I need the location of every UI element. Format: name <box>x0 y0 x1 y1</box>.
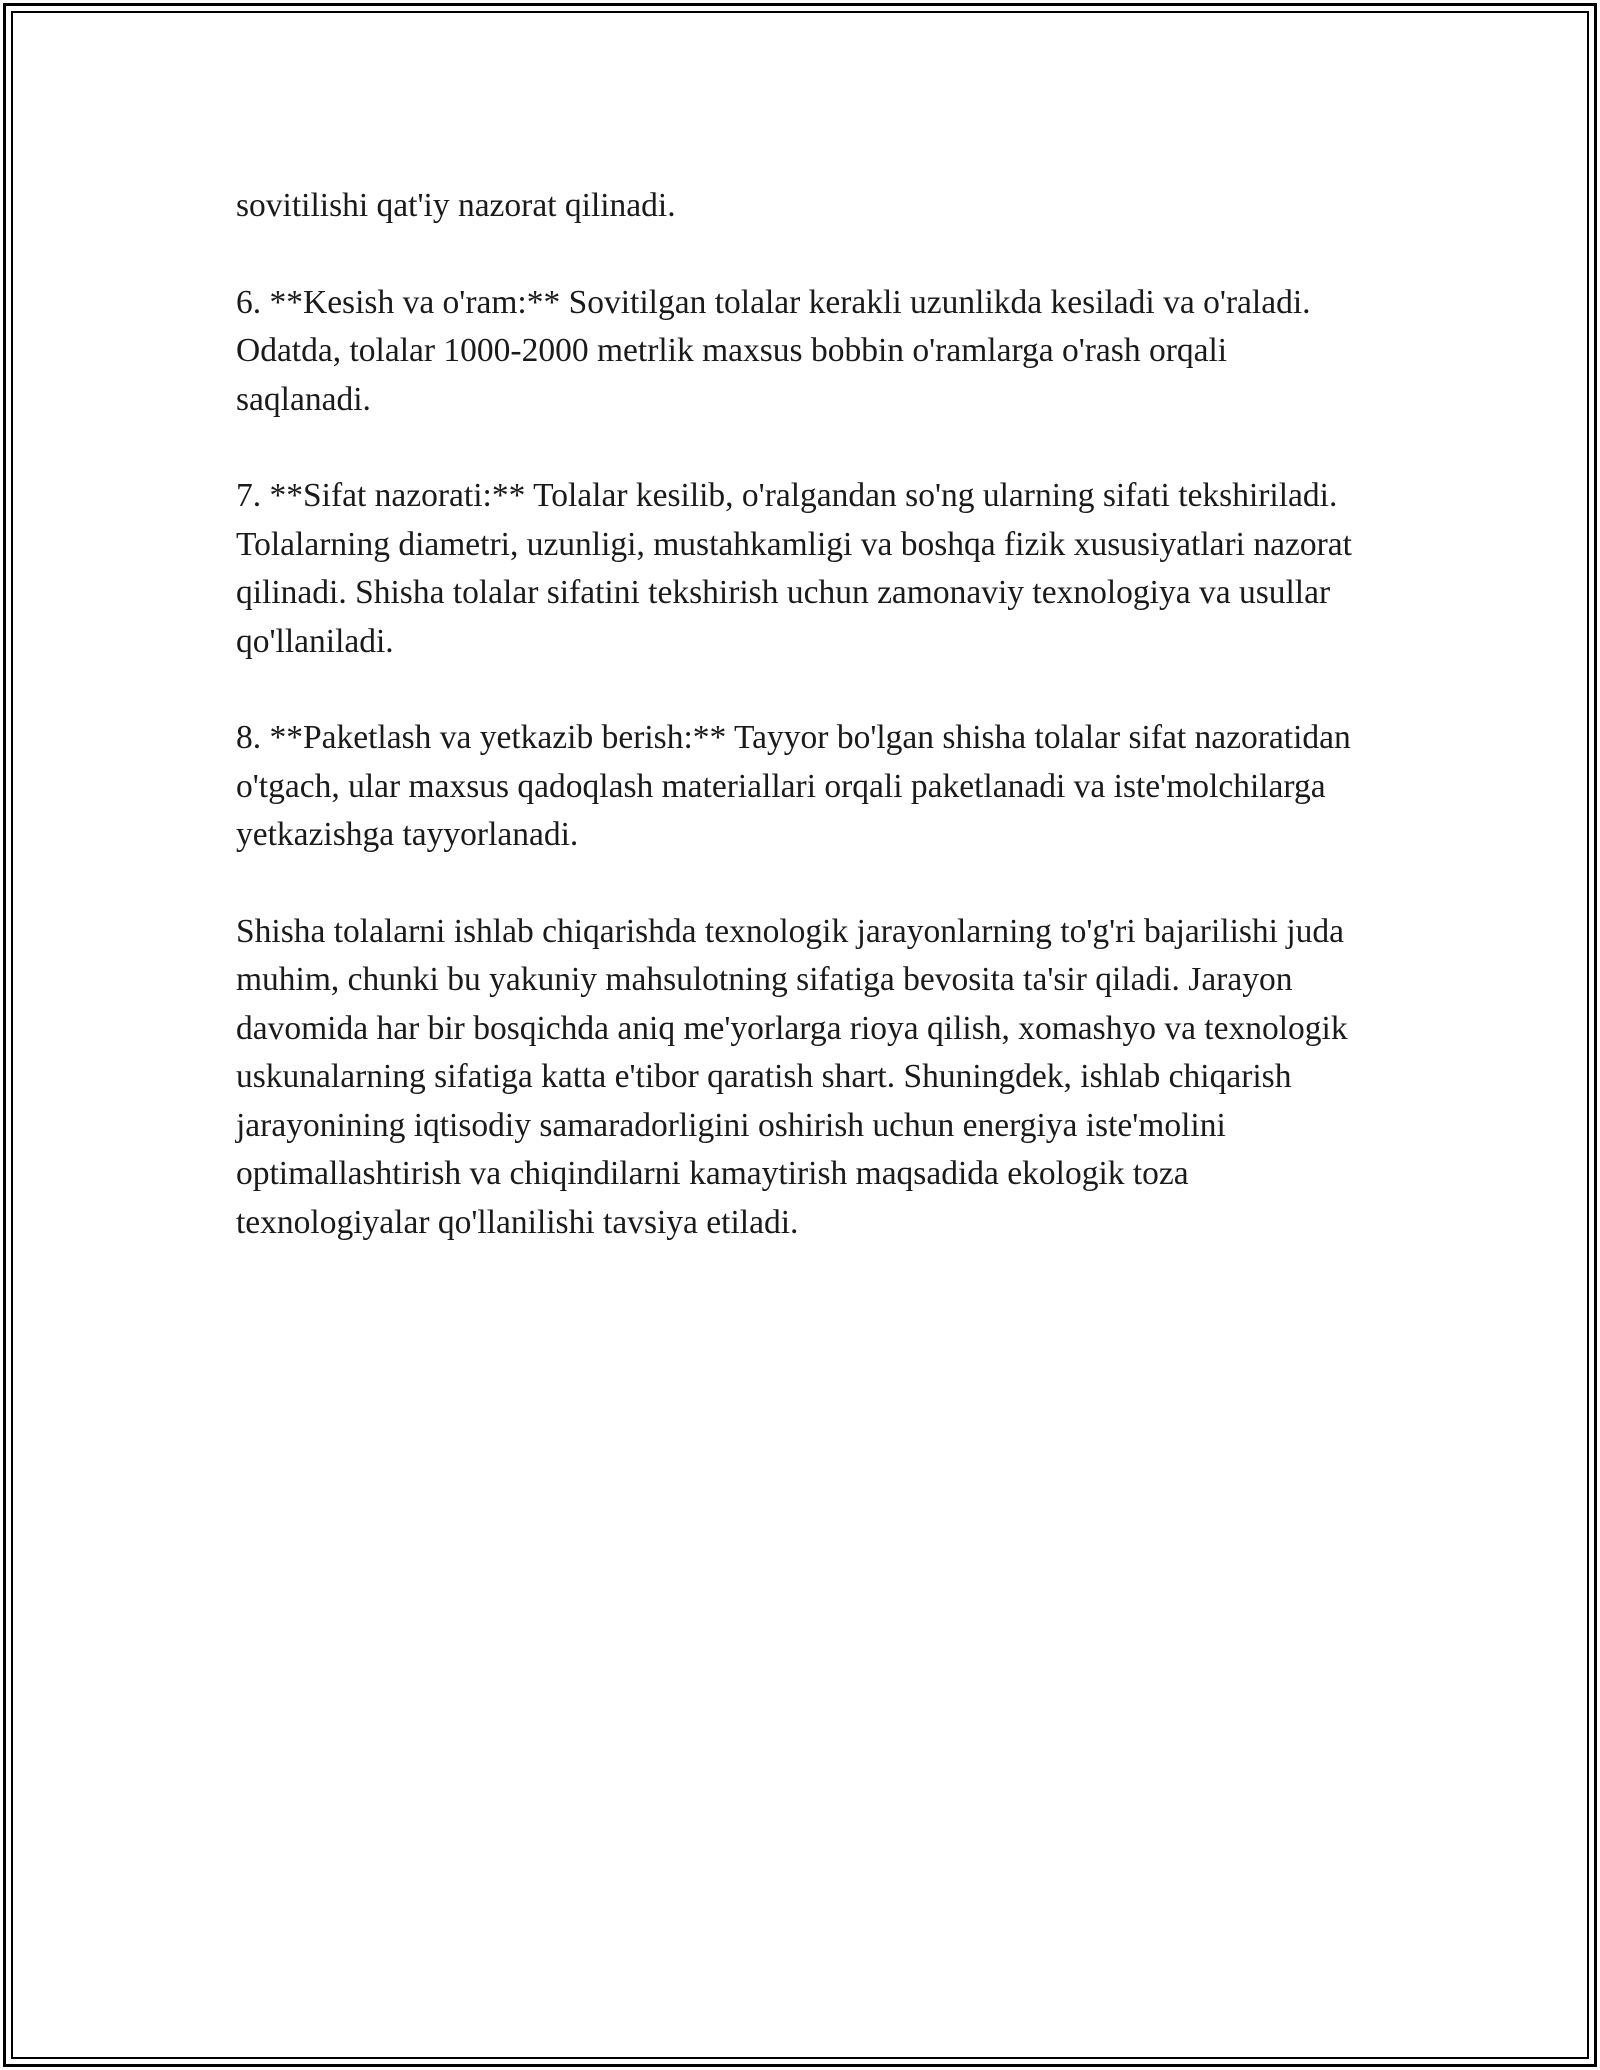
paragraph-conclusion: Shisha tolalarni ishlab chiqarishda texnologik jarayonlarning to'g'ri bajarilishi juda muhim, chunki bu yakuniy mahsulotning sifatiga bevosita ta'sir qiladi. Jarayon davomida har bir bosqichda aniq me'yorlarga rioya qilish, xomashyo va texnologik uskunalarning sifatiga katta e'tibor qaratish shart. Shuningdek, ishlab chiqarish jarayonining iqtisodiy samaradorligini oshirish uchun energiya iste'molini optimallashtirish va chiqindilarni kamaytirish maqsadida ekologik toza texnologiyalar qo'llanilishi tavsiya etiladi. <box>236 912 1348 1241</box>
paragraph-continuation: sovitilishi qat'iy nazorat qilinadi. <box>236 187 676 224</box>
paragraph-step-8: 8. **Paketlash va yetkazib berish:** Tayyor bo'lgan shisha tolalar sifat nazoratidan o'tgach, ular maxsus qadoqlash materiallari orqali paketlanadi va iste'molchilarga yetkazishga tayyorlanadi. <box>236 719 1351 853</box>
paragraph-step-6: 6. **Kesish va o'ram:** Sovitilgan tolalar kerakli uzunlikda kesiladi va o'raladi. Odatda, tolalar 1000-2000 metrlik maxsus bobbin o'ramlarga o'rash orqali saqlanadi. <box>236 283 1311 418</box>
paragraph-step-7: 7. **Sifat nazorati:** Tolalar kesilib, o'ralgandan so'ng ularning sifati tekshiriladi. Tolalarning diametri, uzunligi, mustahkamligi va boshqa fizik xususiyatlari nazorat qilinadi. Shisha tolalar sifatini tekshirish uchun zamonaviy texnologiya va usullar qo'llaniladi. <box>236 477 1352 660</box>
document-body <box>236 182 1356 1295</box>
